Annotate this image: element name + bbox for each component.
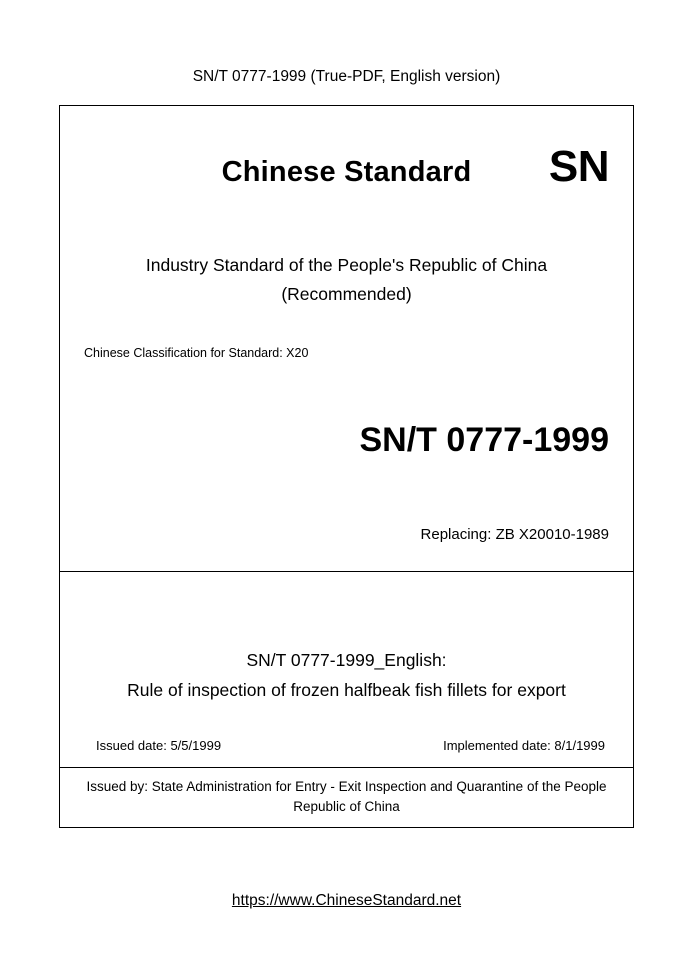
cover-subtitle-line1: Industry Standard of the People's Republic of China — [145, 255, 548, 275]
cover-subtitle-line2: (Recommended) — [281, 284, 412, 304]
cover-upper-section — [60, 106, 633, 572]
classification-code: Chinese Classification for Standard: X20 — [84, 346, 309, 360]
sn-logo: SN — [548, 142, 609, 191]
issuer-line2: Republic of China — [293, 798, 400, 814]
document-title-english-label: SN/T 0777-1999_English: — [246, 650, 447, 670]
issued-date: Issued date: 5/5/1999 — [96, 738, 222, 753]
standard-number: SN/T 0777-1999 — [359, 421, 609, 459]
issuer-line1: Issued by: State Administration for Entry - Exit Inspection and Quarantine of the People — [86, 779, 607, 794]
cover-border-box — [59, 105, 634, 828]
footer-website-link[interactable]: https://www.ChineseStandard.net — [231, 892, 462, 909]
cover-lower-section — [60, 572, 633, 768]
document-header-caption: SN/T 0777-1999 (True-PDF, English version) — [192, 68, 501, 85]
document-title-description: Rule of inspection of frozen halfbeak fish fillets for export — [127, 680, 566, 700]
issuer-block — [60, 768, 633, 826]
replacing-standard: Replacing: ZB X20010-1989 — [420, 526, 609, 543]
cover-title: Chinese Standard — [221, 156, 472, 188]
implemented-date: Implemented date: 8/1/1999 — [443, 738, 605, 753]
